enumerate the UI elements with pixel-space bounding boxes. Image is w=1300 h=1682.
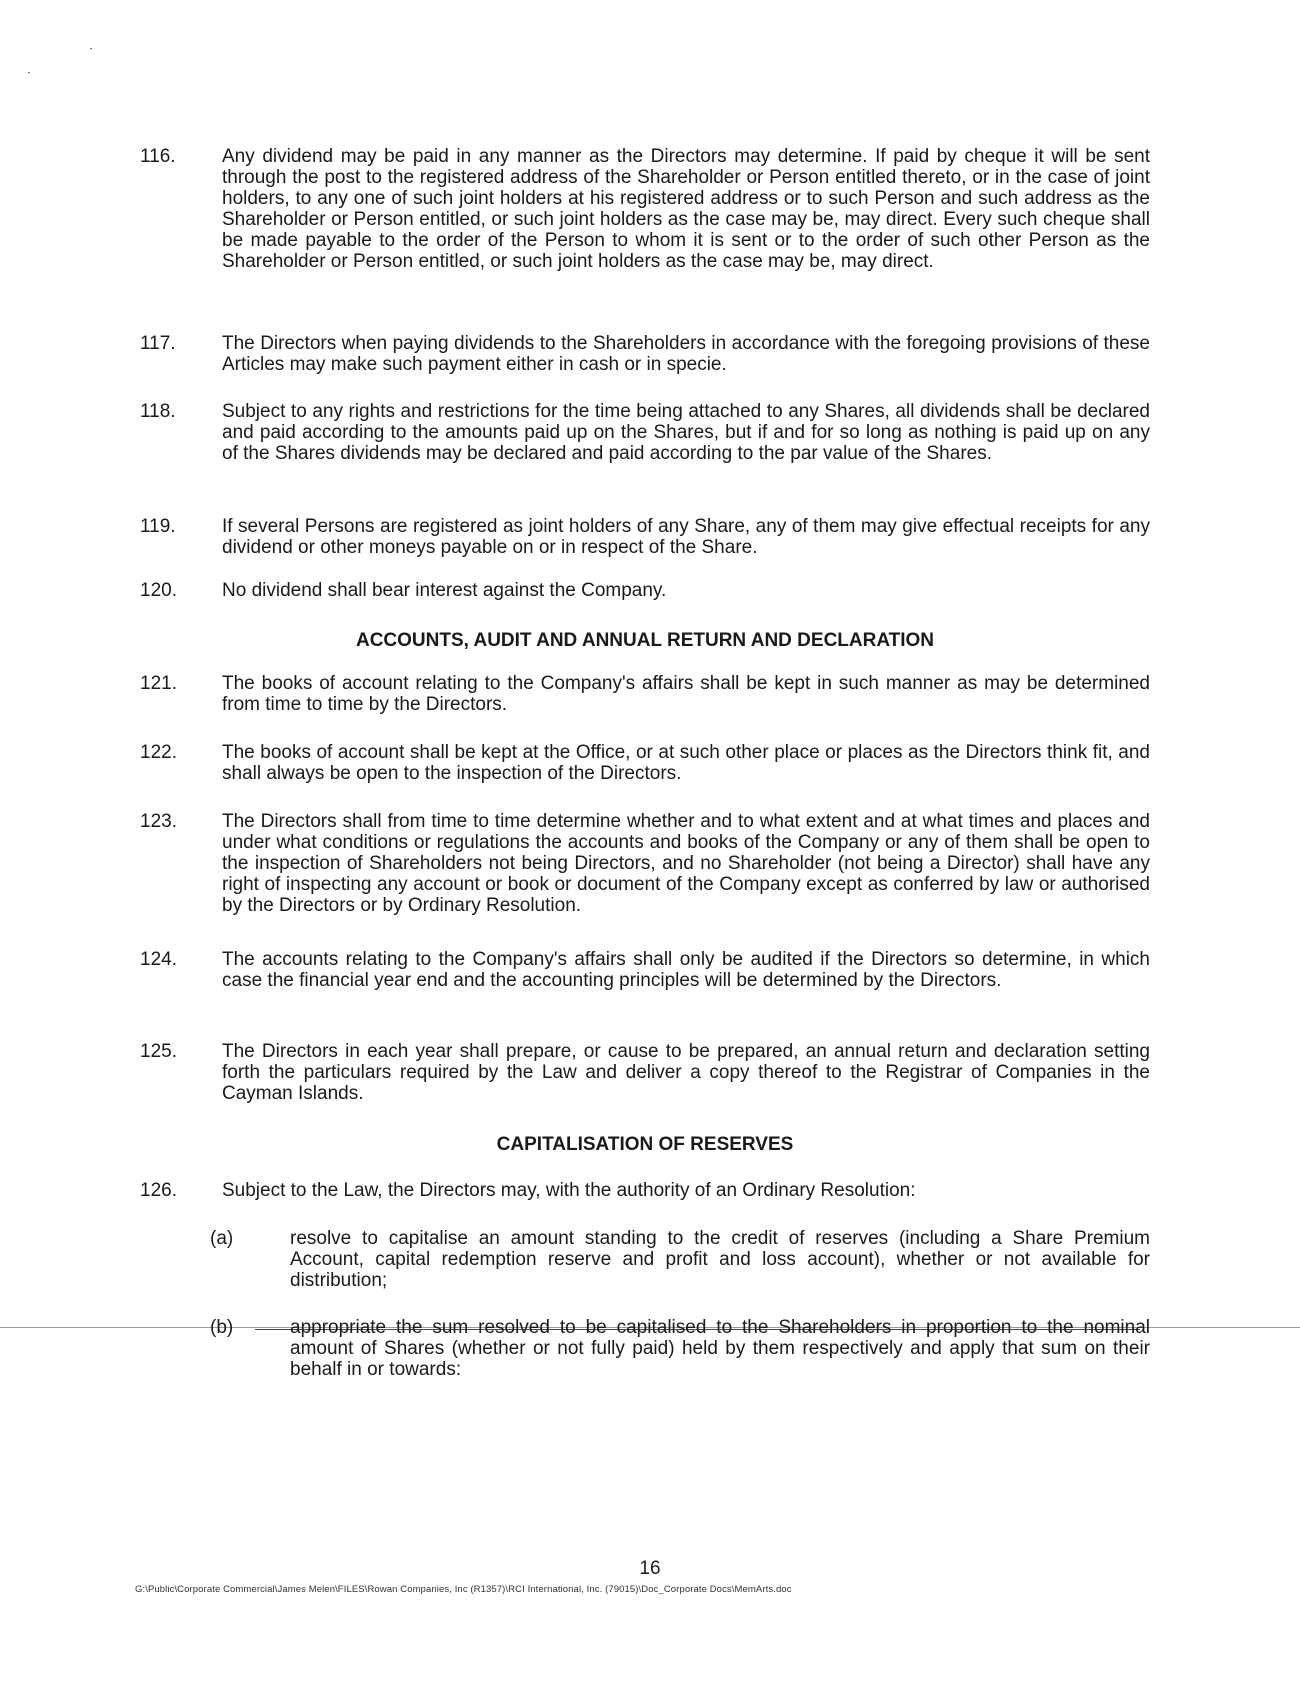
scan-speck	[28, 72, 30, 73]
article-number: 118.	[140, 401, 176, 422]
page-number: 16	[639, 1558, 661, 1579]
article-text: The accounts relating to the Company's affairs shall only be audited if the Directors so determine, in which case the financial year end and the accounting principles will be determined by the Directors.	[222, 949, 1150, 991]
footer-file-path: G:\Public\Corporate Commercial\James Melen\FILES\Rowan Companies, Inc (R1357)\RCI International, Inc. (79015)\Doc_Corporate Docs\MemArts.doc	[135, 1584, 792, 1595]
article-number: 122.	[140, 742, 177, 763]
article-text: Any dividend may be paid in any manner as the Directors may determine. If paid by cheque it will be sent through the post to the registered address of the Shareholder or Person entitled thereto, or in the case of joint holders, to any one of such joint holders at his registered address or to such Person and such address as the Shareholder or Person entitled, or such joint holders as the case may be, may direct. Every such cheque shall be made payable to the order of the Person to whom it is sent or to the order of such other Person as the Shareholder or Person entitled, or such joint holders as the case may be, may direct.	[222, 146, 1150, 272]
article-number: 126.	[140, 1180, 177, 1201]
article-125	[140, 1041, 1150, 1104]
article-126	[140, 1180, 1150, 1201]
article-number: 119.	[140, 516, 176, 537]
article-number: 120.	[140, 580, 177, 601]
article-119	[140, 516, 1150, 558]
article-number: 117.	[140, 333, 176, 354]
article-117	[140, 333, 1150, 375]
subparagraph-b	[210, 1317, 1150, 1380]
article-text: The books of account shall be kept at the Office, or at such other place or places as the Directors think fit, and shall always be open to the inspection of the Directors.	[222, 742, 1150, 784]
article-number: 124.	[140, 949, 177, 970]
article-number: 116.	[140, 146, 176, 167]
article-123	[140, 811, 1150, 916]
article-text: The Directors in each year shall prepare, or cause to be prepared, an annual return and declaration setting forth the particulars required by the Law and deliver a copy thereof to the Registrar of Companies in the Cayman Islands.	[222, 1041, 1150, 1104]
article-text: Subject to any rights and restrictions for the time being attached to any Shares, all dividends shall be declared and paid according to the amounts paid up on the Shares, but if and for so long as nothing is paid up on any of the Shares dividends may be declared and paid according to the par value of the Shares.	[222, 401, 1150, 464]
article-text: The Directors when paying dividends to the Shareholders in accordance with the foregoing provisions of these Articles may make such payment either in cash or in specie.	[222, 333, 1150, 375]
article-text: The books of account relating to the Company's affairs shall be kept in such manner as may be determined from time to time by the Directors.	[222, 673, 1150, 715]
article-number: 123.	[140, 811, 177, 832]
scan-speck	[90, 48, 92, 49]
article-text: The Directors shall from time to time determine whether and to what extent and at what times and places and under what conditions or regulations the accounts and books of the Company or any of them shall be open to the inspection of Shareholders not being Directors, and no Shareholder (not being a Director) shall have any right of inspecting any account or book or document of the Company except as conferred by law or authorised by the Directors or by Ordinary Resolution.	[222, 811, 1150, 916]
article-number: 121.	[140, 673, 177, 694]
article-121	[140, 673, 1150, 715]
section-heading-capitalisation: CAPITALISATION OF RESERVES	[496, 1134, 794, 1155]
article-116	[140, 146, 1150, 272]
subparagraph-label: (a)	[210, 1228, 234, 1249]
article-text: Subject to the Law, the Directors may, with the authority of an Ordinary Resolution:	[222, 1180, 916, 1201]
subparagraph-text: resolve to capitalise an amount standing to the credit of reserves (including a Share Premium Account, capital redemption reserve and profit and loss account), whether or not available for distribution;	[290, 1228, 1150, 1291]
article-text: No dividend shall bear interest against the Company.	[222, 580, 667, 601]
article-number: 125.	[140, 1041, 177, 1062]
section-heading-accounts: ACCOUNTS, AUDIT AND ANNUAL RETURN AND DECLARATION	[355, 630, 935, 651]
article-124	[140, 949, 1150, 991]
subparagraph-text: appropriate the sum resolved to be capitalised to the Shareholders in proportion to the nominal amount of Shares (whether or not fully paid) held by them respectively and apply that sum on their behalf in or towards:	[290, 1317, 1150, 1380]
article-text: If several Persons are registered as joint holders of any Share, any of them may give effectual receipts for any dividend or other moneys payable on or in respect of the Share.	[222, 516, 1150, 558]
article-120	[140, 580, 1150, 601]
article-118	[140, 401, 1150, 464]
article-122	[140, 742, 1150, 784]
subparagraph-label: (b)	[210, 1317, 234, 1338]
subparagraph-a	[210, 1228, 1150, 1291]
